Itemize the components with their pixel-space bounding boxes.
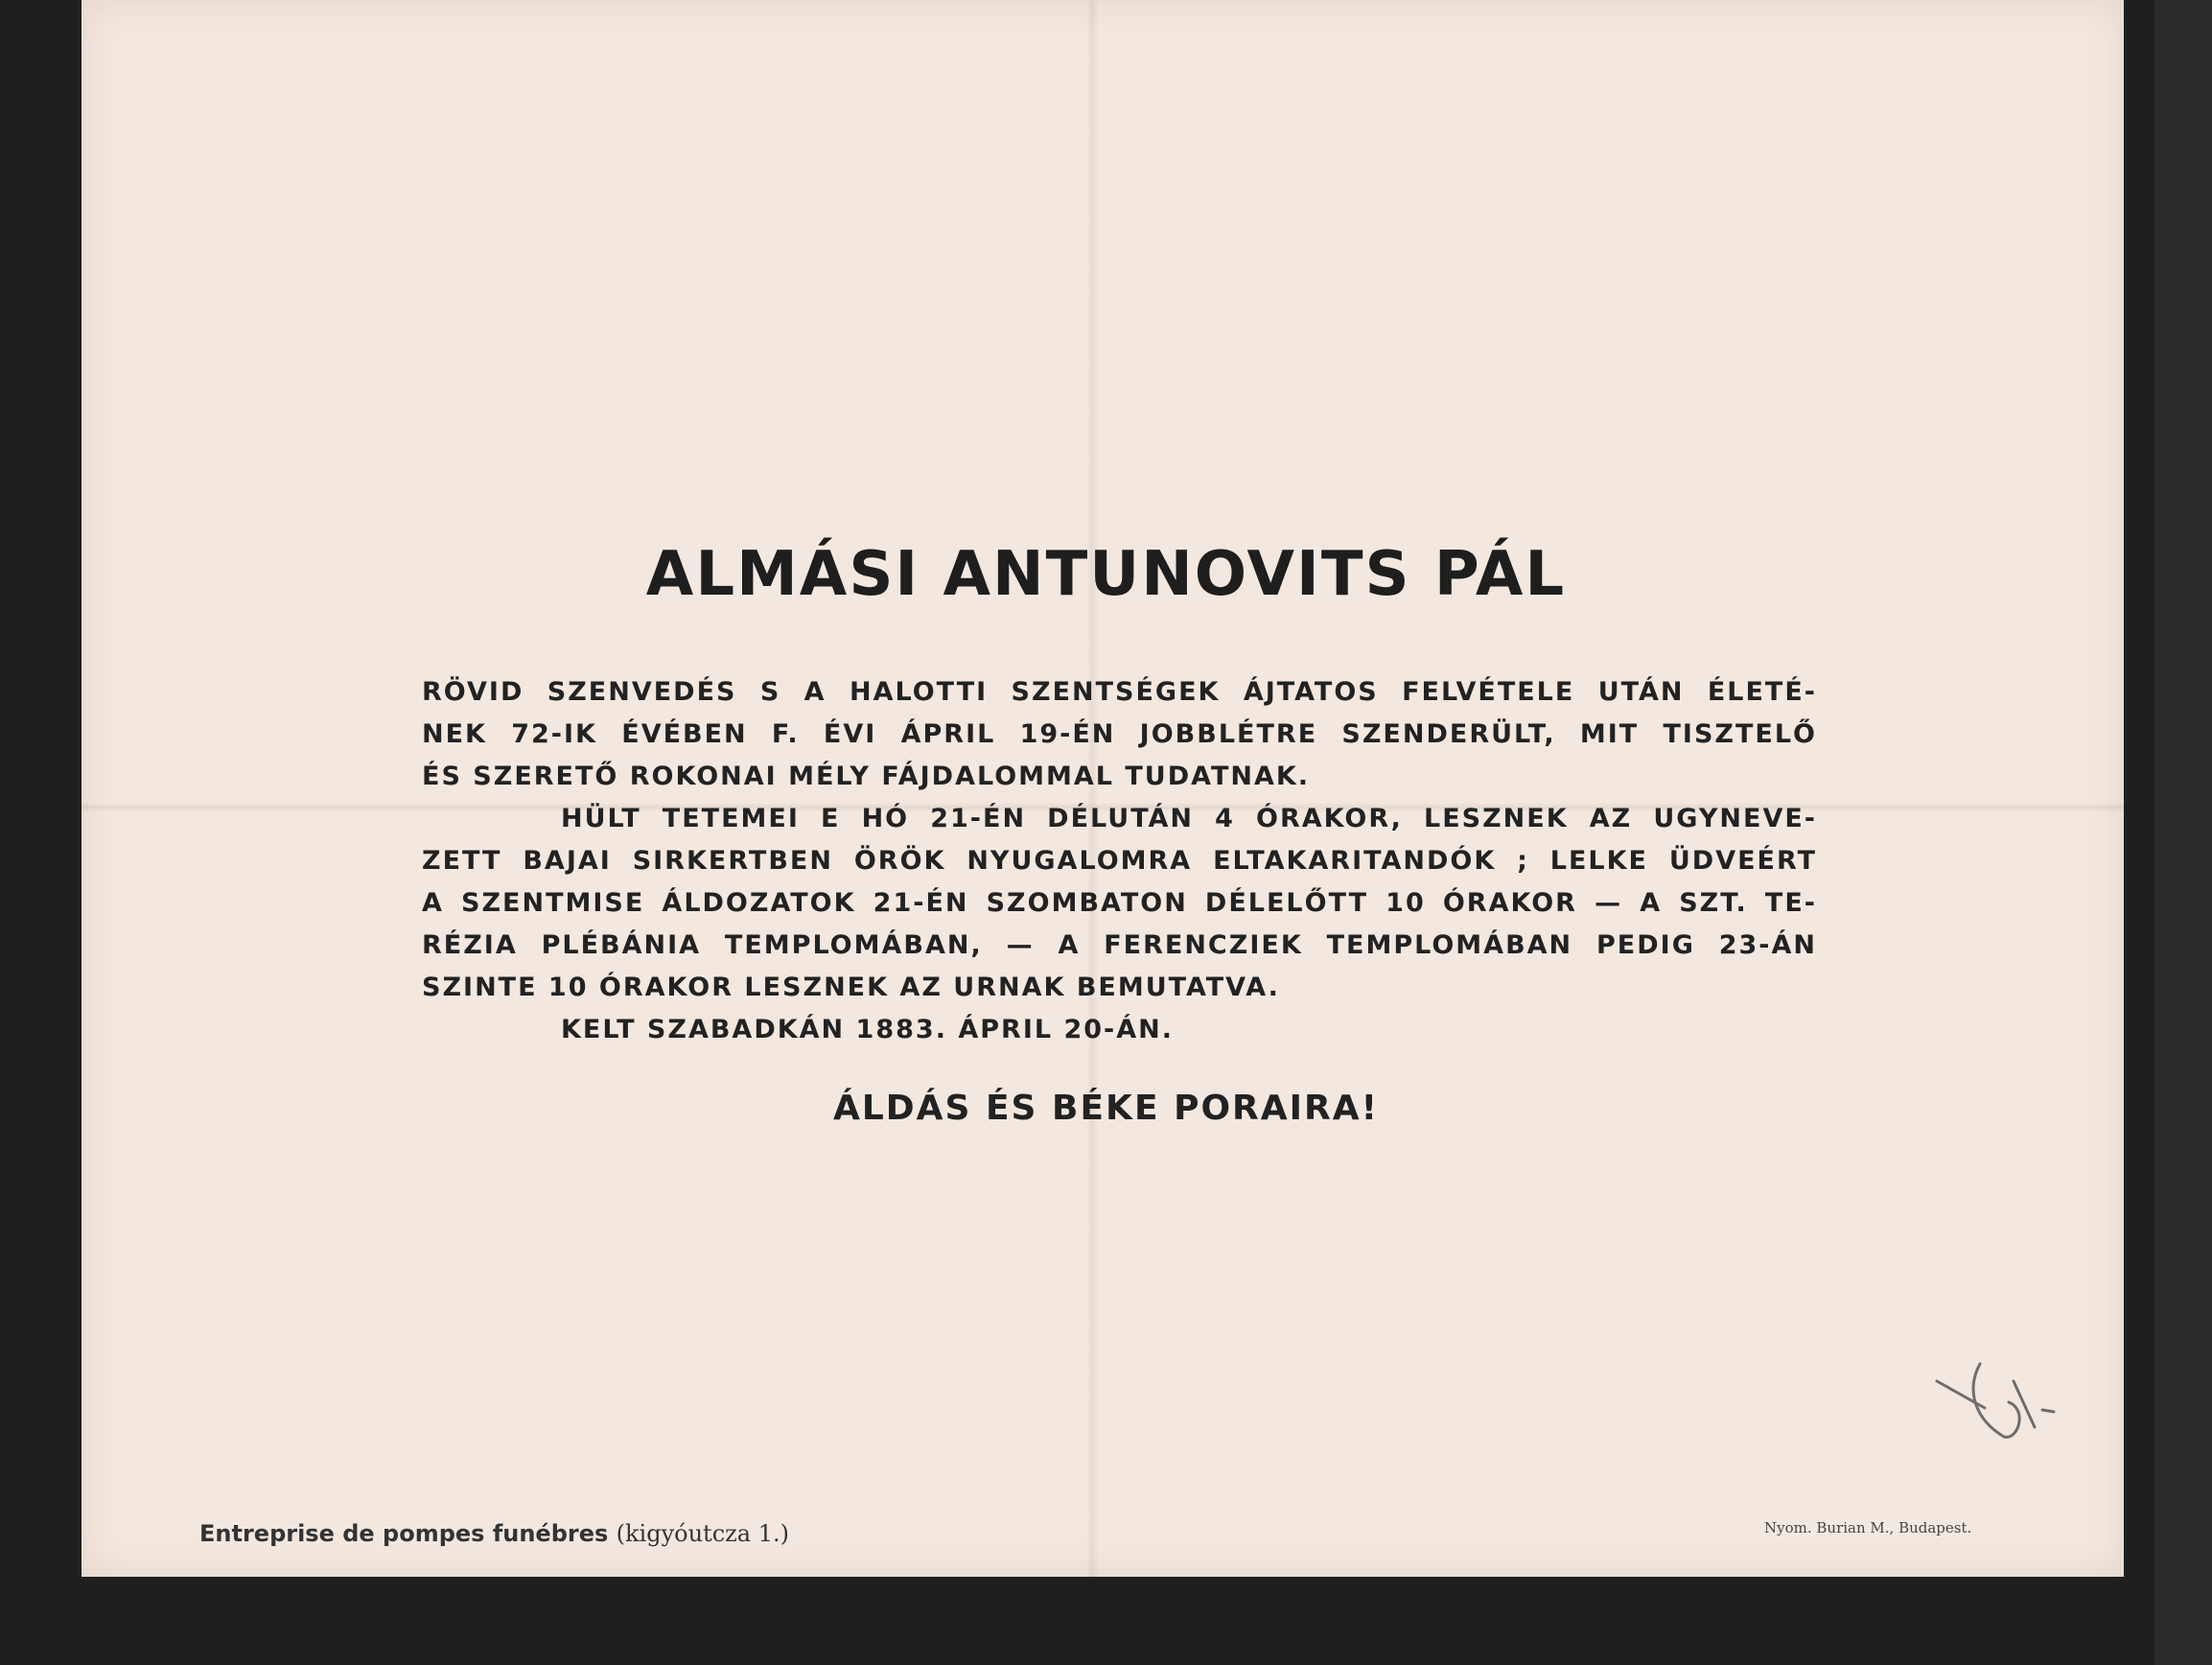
body-line: RÉZIA PLÉBÁNIA TEMPLOMÁBAN, — A FERENCZIEK TEMPLOMÁBAN PEDIG 23-ÁN [422,930,1817,960]
body-line: HÜLT TETEMEI E HÓ 21-ÉN DÉLUTÁN 4 ÓRAKOR, LESZNEK AZ UGYNEVE- [561,804,1817,833]
footer-company-name: Entreprise de pompes funébres [199,1520,609,1547]
deceased-name-title: ALMÁSI ANTUNOVITS PÁL [645,539,1567,610]
body-line: ZETT BAJAI SIRKERTBEN ÖRÖK NYUGALOMRA ELTAKARITANDÓK ; LELKE ÜDVEÉRT [422,846,1817,876]
body-line: NEK 72-IK ÉVÉBEN F. ÉVI ÁPRIL 19-ÉN JOBBLÉTRE SZENDERÜLT, MIT TISZTELŐ [422,719,1817,749]
body-line: A SZENTMISE ÁLDOZATOK 21-ÉN SZOMBATON DÉLELŐTT 10 ÓRAKOR — A SZT. TE- [422,888,1817,918]
closing-blessing: ÁLDÁS ÉS BÉKE PORAIRA! [832,1089,1380,1128]
body-line: ÉS SZERETŐ ROKONAI MÉLY FÁJDALOMMAL TUDATNAK. [422,762,1311,791]
handwritten-pencil-mark [1927,1352,2100,1448]
body-line: RÖVID SZENVEDÉS S A HALOTTI SZENTSÉGEK ÁJTATOS FELVÉTELE UTÁN ÉLETÉ- [422,677,1817,707]
body-line: SZINTE 10 ÓRAKOR LESZNEK AZ URNAK BEMUTATVA. [422,973,1280,1002]
announcement-body [422,671,1817,1051]
footer-printer: Nyom. Burian M., Budapest. [1764,1519,1972,1536]
dark-background-edge [2154,0,2212,1665]
footer-company-address: (kigyóutcza 1.) [616,1520,789,1547]
dateline: KELT SZABADKÁN 1883. ÁPRIL 20-ÁN. [561,1015,1174,1044]
footer-funeral-company [199,1520,789,1547]
